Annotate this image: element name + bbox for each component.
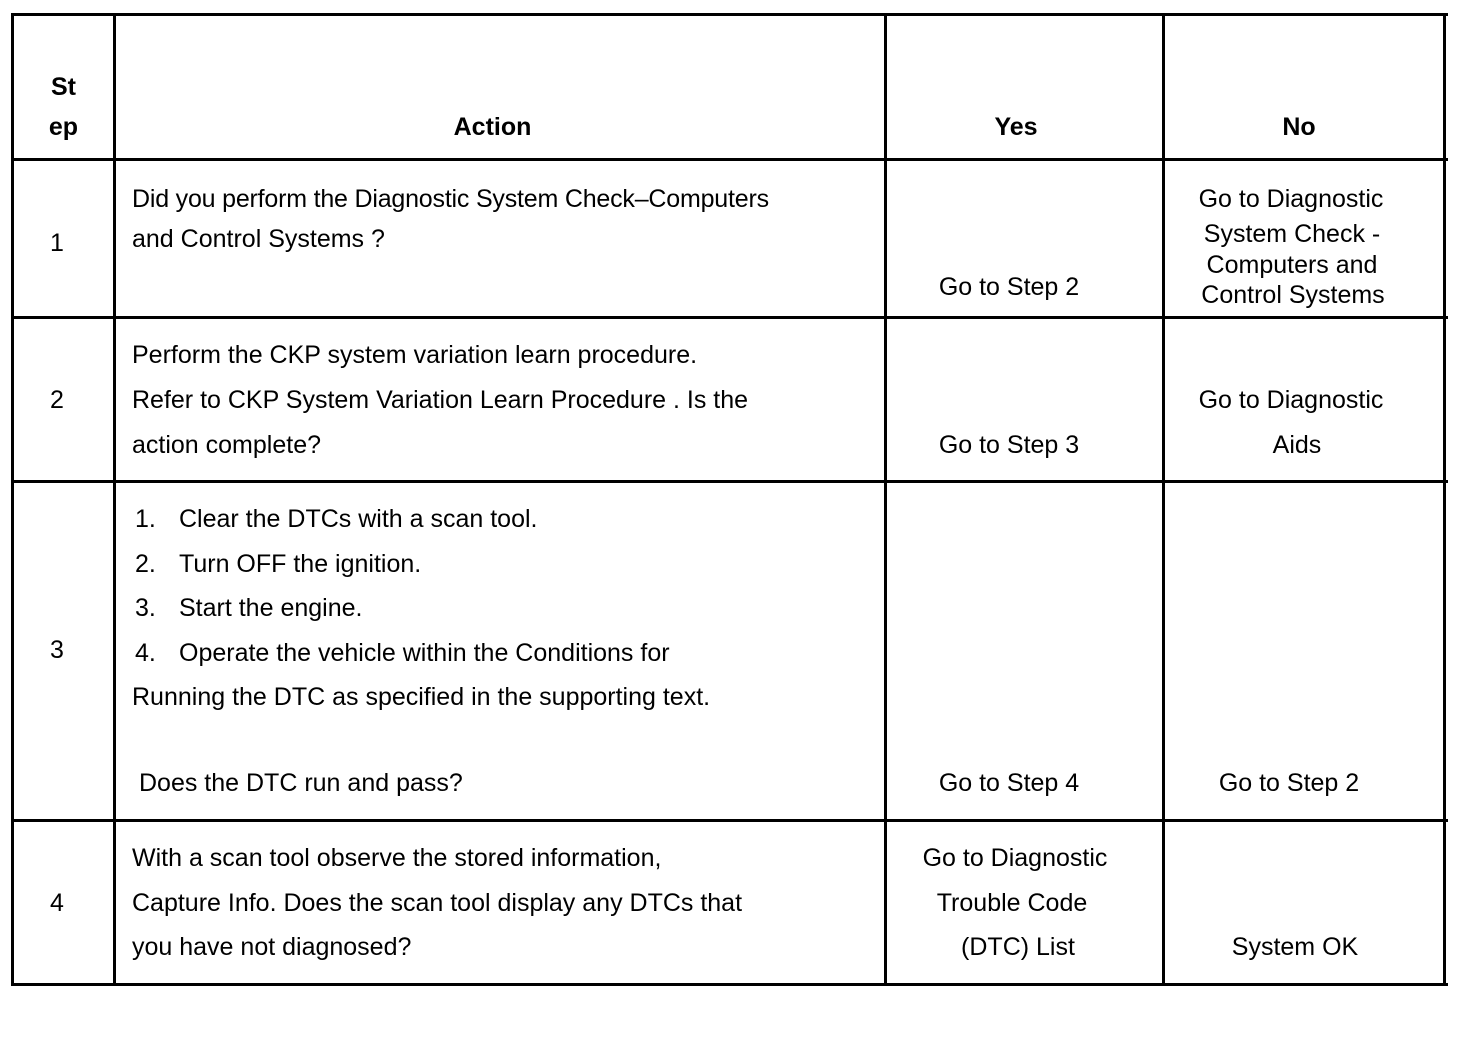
table-border-left [11,13,14,986]
row-3-list-text-1: Clear the DTCs with a scan tool. [179,505,538,533]
row-4-action-line-2: Capture Info. Does the scan tool display any DTCs that [132,889,743,917]
row-2-action-line-2: Refer to CKP System Variation Learn Procedure . Is the [132,386,749,414]
row-4-action-line-1: With a scan tool observe the stored information, [132,844,662,872]
row-2-action-line-1: Perform the CKP system variation learn procedure. [132,341,698,369]
header-step-line2: ep [48,113,79,141]
row-3-list-number-4: 4. [135,639,156,667]
table-border-top [11,13,1448,16]
column-divider-step [113,13,116,986]
header-yes: Yes [994,113,1038,141]
table-border-bottom [11,983,1448,986]
header-step-line1: St [51,73,76,101]
row-1-no-line-1: Go to Diagnostic [1198,185,1384,213]
row-3-no: Go to Step 2 [1218,769,1360,797]
row-1-no-line-2: System Check - [1203,220,1381,248]
row-1-action-line-2: and Control Systems ? [132,225,385,253]
row-4-step: 4 [50,889,64,917]
row-1-yes: Go to Step 2 [938,273,1080,301]
row-4-yes-line-2: Trouble Code [936,889,1088,917]
row-4-action-line-3: you have not diagnosed? [132,933,412,961]
header-action: Action [453,113,532,141]
row-3-list-number-3: 3. [135,594,156,622]
header-no: No [1282,113,1316,141]
row-3-list-number-1: 1. [135,505,156,533]
row-4-no: System OK [1231,933,1359,961]
row-2-step: 2 [50,386,64,414]
row-3-list-text-2: Turn OFF the ignition. [179,550,422,578]
row-1-step: 1 [50,229,64,257]
table-border-right [1443,13,1446,986]
diagnostic-table [11,13,1448,986]
row-4-yes-line-3: (DTC) List [961,933,1075,961]
row-1-no-line-3: Computers and [1206,251,1378,279]
row-2-no-line-2: Aids [1272,431,1322,459]
row-1-action-line-1: Did you perform the Diagnostic System Check–Computers [132,185,769,213]
column-divider-yes [1162,13,1165,986]
row-3-list-number-2: 2. [135,550,156,578]
row-2-yes: Go to Step 3 [938,431,1080,459]
row-3-action-question: Does the DTC run and pass? [139,769,463,797]
row-3-action-continuation: Running the DTC as specified in the supporting text. [132,683,711,711]
column-divider-action [884,13,887,986]
row-divider-1 [11,316,1448,319]
row-4-yes-line-1: Go to Diagnostic [922,844,1108,872]
row-2-no-line-1: Go to Diagnostic [1198,386,1384,414]
row-3-step: 3 [50,636,64,664]
row-divider-2 [11,480,1448,483]
row-1-no-line-4: Control Systems [1201,281,1385,309]
row-3-list-text-4: Operate the vehicle within the Conditions for [179,639,670,667]
row-3-list-text-3: Start the engine. [179,594,363,622]
row-2-action-line-3: action complete? [132,431,322,459]
header-divider [11,158,1448,161]
row-divider-3 [11,819,1448,822]
row-3-yes: Go to Step 4 [938,769,1080,797]
